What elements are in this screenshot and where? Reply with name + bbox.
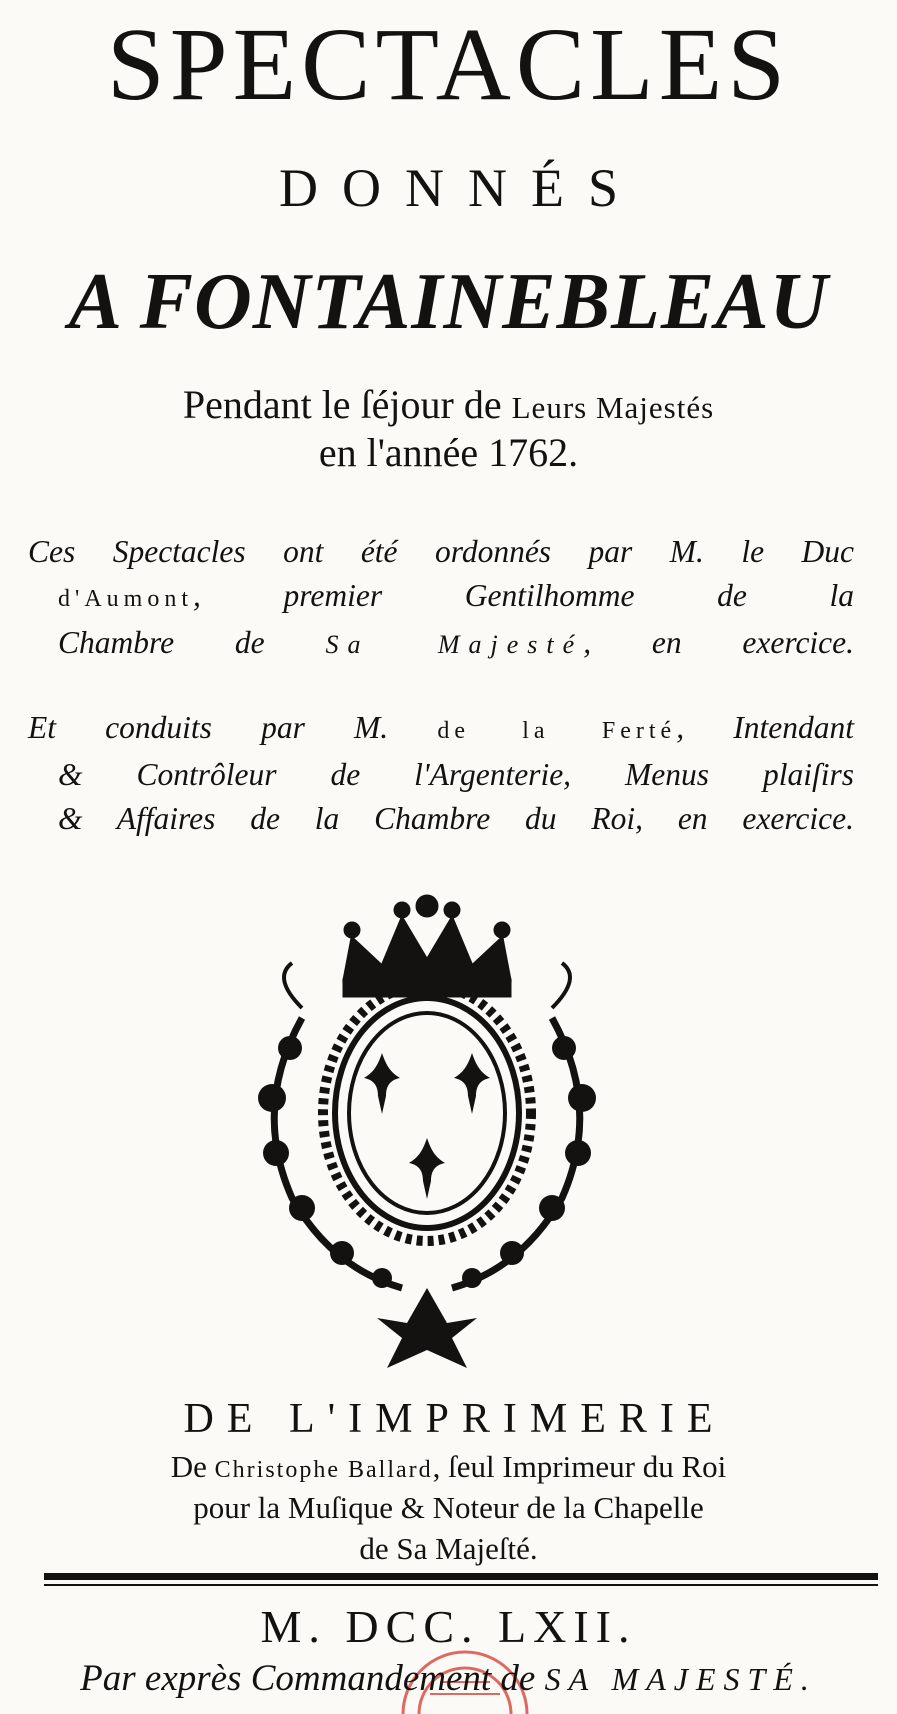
imprint-line-1	[0, 1446, 897, 1491]
subtitle-majesties: Leurs Majestés	[511, 390, 715, 425]
subtitle-line-1	[0, 380, 897, 433]
ordered-row-1: Ces Spectacles ont été ordonnés par M. le Duc	[28, 534, 854, 569]
conducted-row-1-start: Et conduits par M.	[28, 710, 438, 745]
imprint-line-1-start: De	[170, 1449, 215, 1484]
title-line-donnes: DONNÉS	[278, 158, 642, 218]
imprint-line-2: pour la Muſique & Noteur de la Chapelle	[193, 1490, 704, 1525]
subtitle-prefix: Pendant le ſéjour de	[182, 382, 512, 427]
conducted-row-3: & Affaires de la Chambre du Roi, en exercice.	[58, 801, 854, 836]
ordered-paragraph	[28, 530, 854, 667]
duke-name: d'Aumont	[58, 586, 193, 612]
title-line-fontainebleau: A FONTAINEBLEAU	[68, 258, 829, 346]
conducted-row-2: & Contrôleur de l'Argenterie, Menus plaiſirs	[58, 757, 854, 792]
printer-name: Christophe Ballard	[214, 1457, 433, 1483]
title-line-spectacles: SPECTACLES	[106, 7, 791, 122]
conducted-paragraph	[28, 706, 854, 841]
imprint-line-1-end: , ſeul Imprimeur du Roi	[432, 1449, 727, 1484]
ordered-row-3-start: Chambre de	[58, 625, 326, 660]
royal-arms-icon	[232, 868, 622, 1368]
ordered-row-2-rest: , premier Gentilhomme de la	[193, 578, 854, 613]
command-line	[0, 1653, 897, 1705]
ordered-row-3	[28, 621, 854, 667]
double-rule-thin	[44, 1584, 878, 1586]
ordered-majesty: Sa Majesté	[325, 630, 584, 659]
command-majesty: SA MAJESTÉ.	[544, 1661, 817, 1697]
imprint-line-3: de Sa Majeſté.	[359, 1531, 538, 1566]
intendant-name: de la Ferté	[437, 718, 677, 744]
command-start: Par exprès Commandement de	[80, 1658, 545, 1699]
conducted-row-1-end: , Intendant	[676, 710, 854, 745]
subtitle-line-2: en l'année 1762.	[318, 430, 579, 475]
ordered-row-2	[28, 574, 854, 621]
conducted-row-1	[28, 706, 854, 753]
publication-date: M. DCC. LXII.	[260, 1601, 637, 1652]
ordered-row-3-end: , en exercice.	[583, 625, 855, 660]
double-rule-thick	[44, 1573, 878, 1580]
imprint-heading: DE L'IMPRIMERIE	[183, 1396, 726, 1442]
